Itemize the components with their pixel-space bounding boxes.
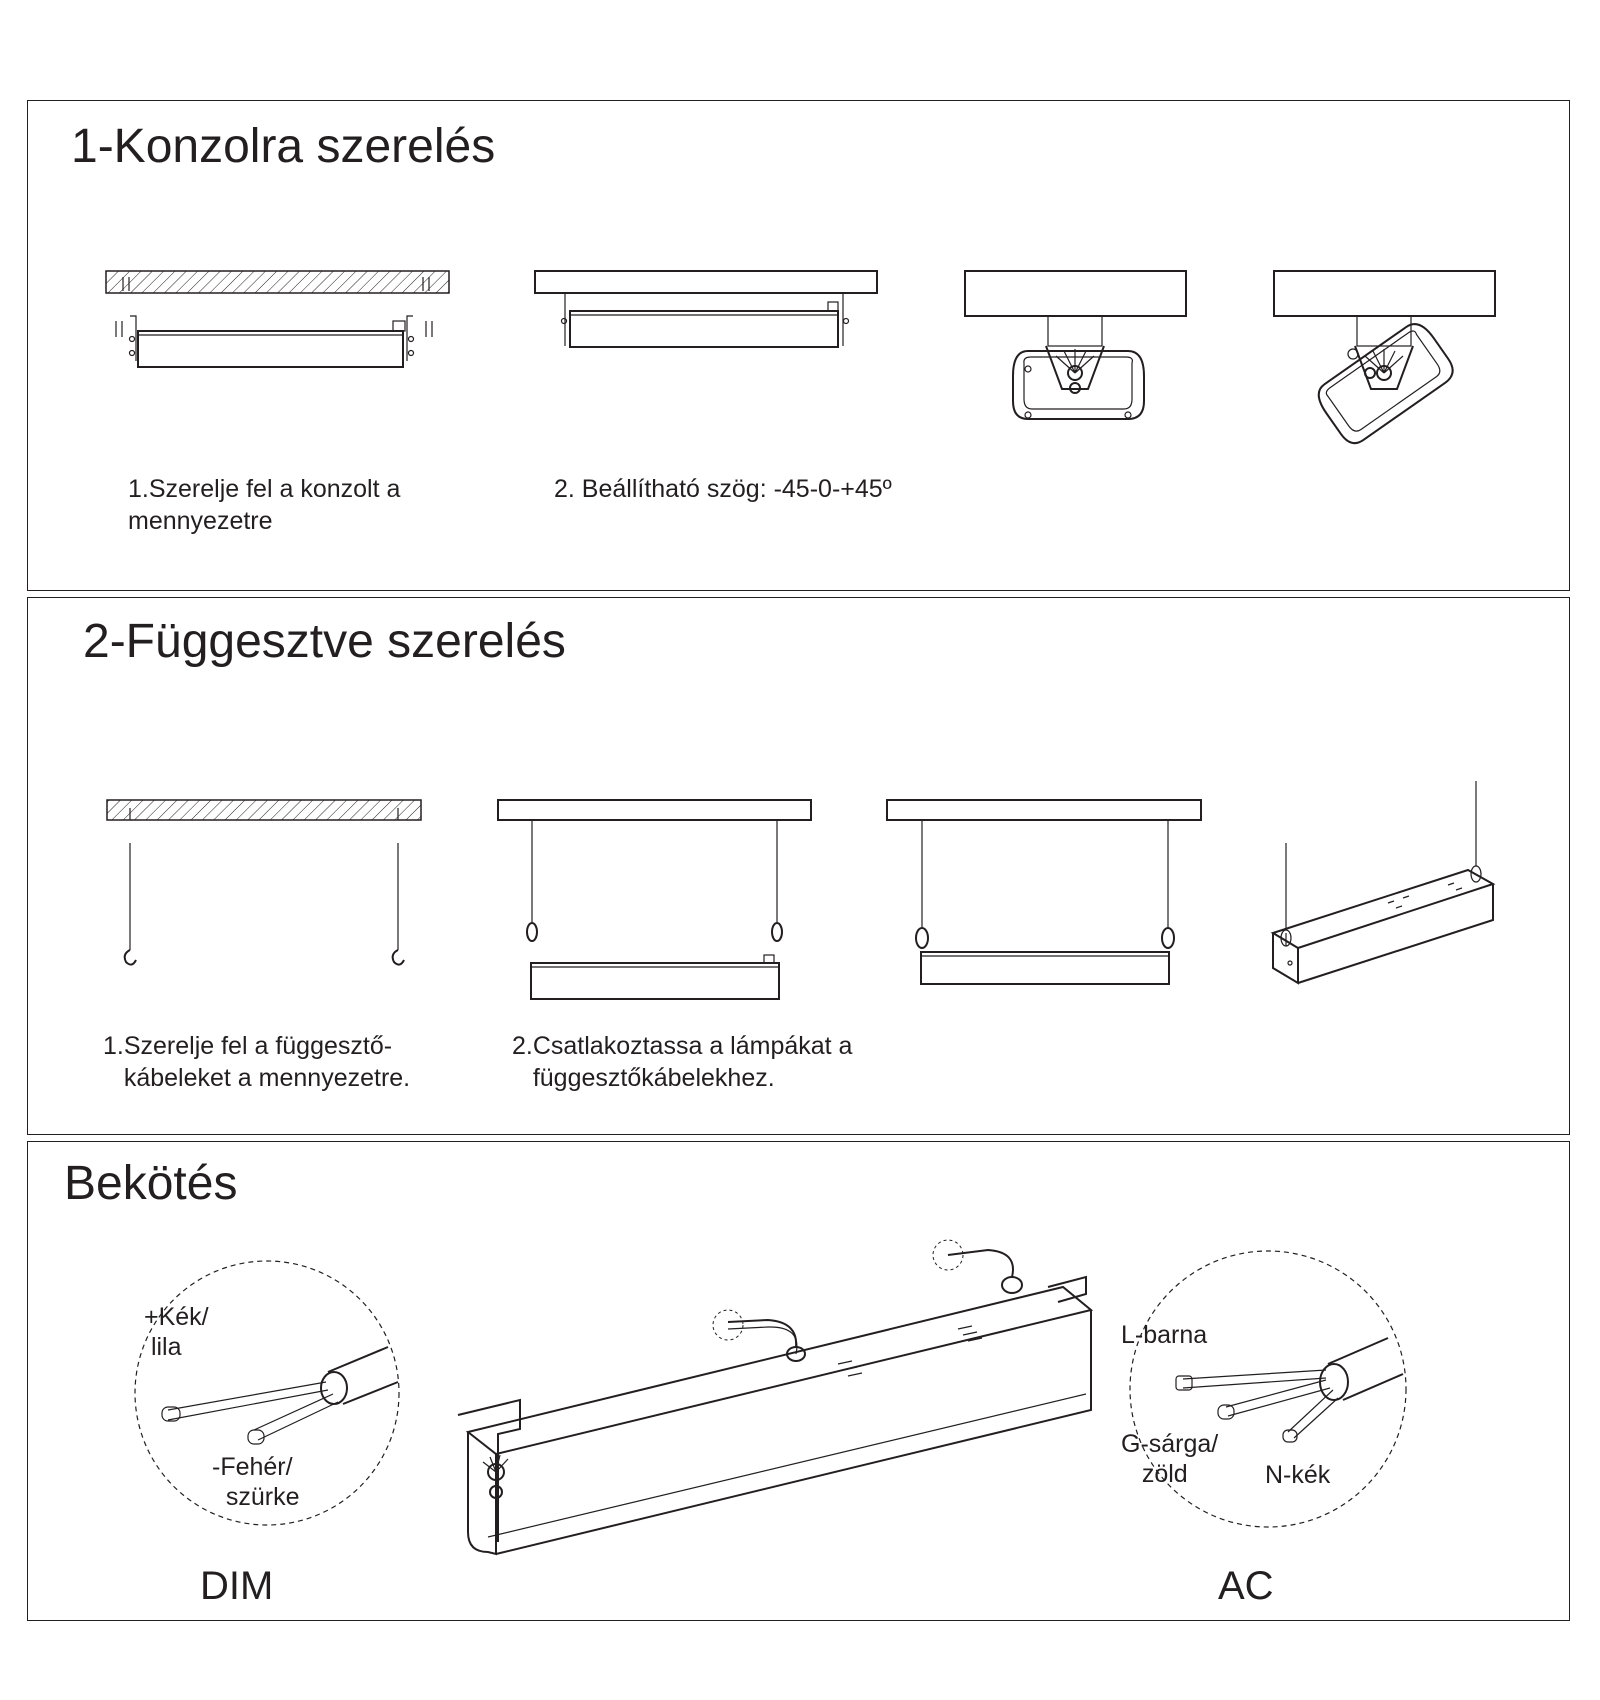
step2-lamp-attached: [535, 271, 877, 347]
step1-ceiling-hatched: [106, 271, 449, 293]
dim-wire-negative-label: -Fehér/ szürke: [212, 1453, 300, 1511]
wiring-lamp-perspective: [458, 1240, 1091, 1554]
ac-wire-live-label: L-barna: [1121, 1321, 1208, 1349]
step2-caption: 2. Beállítható szög: -45-0-+45º: [554, 475, 892, 503]
step1-lamp: [116, 316, 432, 367]
ac-wire-ground-label: G-sárga/ zöld: [1121, 1430, 1219, 1488]
adjustable-angle-tilted-view: [1274, 271, 1495, 449]
step3-lamp-hung: [887, 800, 1201, 984]
section-title: Bekötés: [64, 1157, 238, 1210]
adjustable-angle-side-view: [965, 271, 1186, 419]
dim-label: DIM: [200, 1564, 274, 1608]
section-wiring: [27, 1141, 1570, 1621]
step2-caption: 2.Csatlakoztassa a lámpákat a függesztőkábelekhez.: [512, 1032, 853, 1092]
section-title: 1-Konzolra szerelés: [71, 120, 496, 173]
step4-perspective-lamp: [1273, 781, 1493, 983]
step2-cables-and-lamp: [498, 800, 811, 999]
wiring-illustrations: [28, 1142, 1571, 1622]
section-bracket-mounting: [27, 100, 1570, 591]
dim-wire-positive-label: +Kék/ lila: [144, 1303, 209, 1361]
ac-label: AC: [1218, 1564, 1274, 1608]
step1-caption: 1.Szerelje fel a függesztő- kábeleket a mennyezetre.: [103, 1032, 411, 1092]
section-suspended-mounting: [27, 597, 1570, 1135]
section-title: 2-Függesztve szerelés: [83, 615, 566, 668]
step1-caption: 1.Szerelje fel a konzolt a mennyezetre: [128, 475, 401, 535]
step1-hatched-ceiling-cables: [107, 800, 421, 965]
ac-wire-neutral-label: N-kék: [1265, 1461, 1331, 1489]
